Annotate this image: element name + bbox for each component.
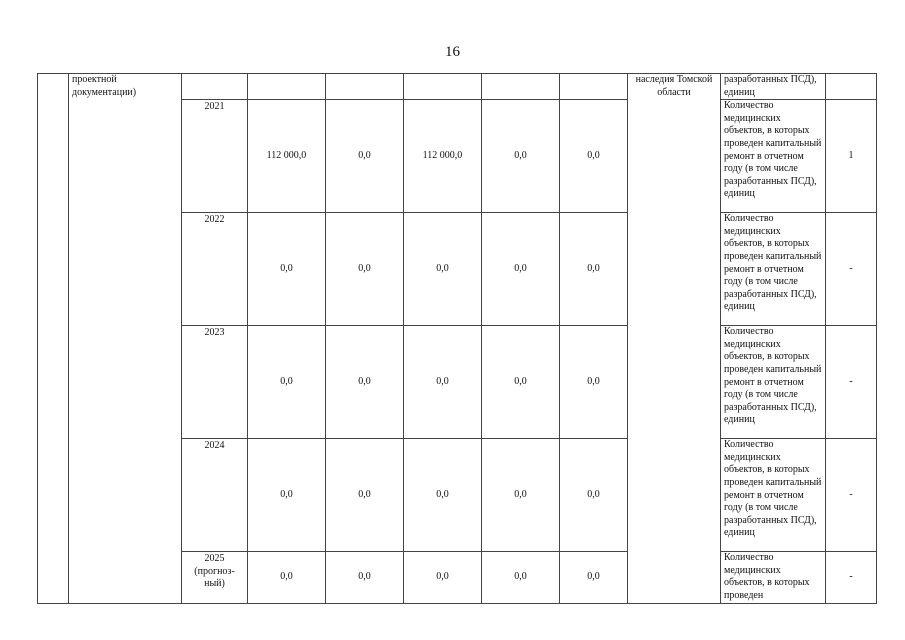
cell-year: 2022 — [182, 213, 248, 326]
cell-v5: 0,0 — [560, 552, 628, 603]
cell-v2: 0,0 — [326, 439, 404, 552]
cell-year: 2024 — [182, 439, 248, 552]
cell-v4: 0,0 — [482, 100, 560, 213]
cell-v4 — [482, 74, 560, 100]
cell-v1: 112 000,0 — [248, 100, 326, 213]
cell-v4: 0,0 — [482, 439, 560, 552]
cell-v1 — [248, 74, 326, 100]
cell-v4: 0,0 — [482, 552, 560, 603]
cell-v1: 0,0 — [248, 326, 326, 439]
cell-target — [826, 74, 877, 100]
cell-indicator: Количество медицинских объектов, в которых проведен капитальный ремонт в отчетном году (в том числе разработанных ПСД), единиц — [721, 100, 826, 213]
cell-v5: 0,0 — [560, 213, 628, 326]
program-table — [37, 73, 877, 604]
cell-v2 — [326, 74, 404, 100]
cell-target: - — [826, 552, 877, 603]
cell-v2: 0,0 — [326, 100, 404, 213]
cell-v2: 0,0 — [326, 326, 404, 439]
cell-indicator: разработанных ПСД), единиц — [721, 74, 826, 100]
cell-v2: 0,0 — [326, 213, 404, 326]
cell-target: - — [826, 213, 877, 326]
table-row-continuation — [38, 74, 877, 100]
cell-source: наследия Томской области — [628, 74, 721, 604]
cell-v1: 0,0 — [248, 552, 326, 603]
cell-v2: 0,0 — [326, 552, 404, 603]
cell-v3: 0,0 — [404, 326, 482, 439]
cell-v3: 0,0 — [404, 552, 482, 603]
cell-v3 — [404, 74, 482, 100]
cell-v3: 112 000,0 — [404, 100, 482, 213]
cell-target: 1 — [826, 100, 877, 213]
cell-indicator: Количество медицинских объектов, в которых проведен капитальный ремонт в отчетном году (в том числе разработанных ПСД), единиц — [721, 439, 826, 552]
cell-indicator: Количество медицинских объектов, в которых проведен капитальный ремонт в отчетном году (в том числе разработанных ПСД), единиц — [721, 326, 826, 439]
cell-v5 — [560, 74, 628, 100]
cell-year — [182, 74, 248, 100]
cell-v5: 0,0 — [560, 439, 628, 552]
cell-number — [38, 74, 69, 604]
cell-v3: 0,0 — [404, 213, 482, 326]
cell-v4: 0,0 — [482, 213, 560, 326]
page-number: 16 — [445, 44, 460, 60]
cell-event-name: проектной документации) — [69, 74, 182, 604]
cell-v1: 0,0 — [248, 439, 326, 552]
cell-target: - — [826, 326, 877, 439]
cell-v4: 0,0 — [482, 326, 560, 439]
cell-year: 2025 (прогноз- ный) — [182, 552, 248, 603]
cell-target: - — [826, 439, 877, 552]
cell-indicator: Количество медицинских объектов, в которых проведен — [721, 552, 826, 603]
cell-v5: 0,0 — [560, 100, 628, 213]
cell-v3: 0,0 — [404, 439, 482, 552]
cell-indicator: Количество медицинских объектов, в которых проведен капитальный ремонт в отчетном году (в том числе разработанных ПСД), единиц — [721, 213, 826, 326]
cell-v1: 0,0 — [248, 213, 326, 326]
cell-year: 2021 — [182, 100, 248, 213]
cell-v5: 0,0 — [560, 326, 628, 439]
cell-year: 2023 — [182, 326, 248, 439]
